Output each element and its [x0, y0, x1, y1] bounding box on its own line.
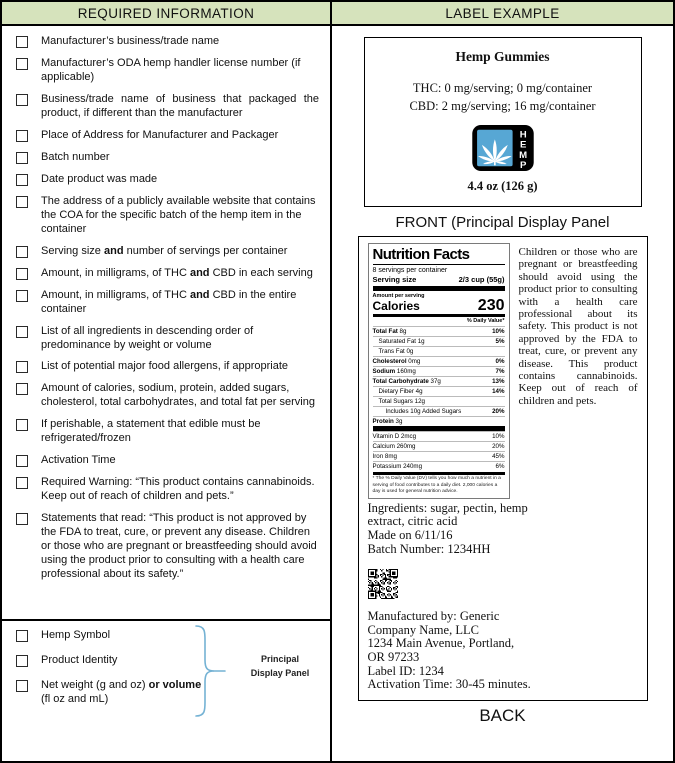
required-information-column [2, 26, 332, 761]
daily-value-footnote: * The % Daily Value (DV) tells you how much a nutrient in a serving of food contributes to a daily diet. 2,000 calories a day is used for general nutrition advice. [373, 472, 505, 495]
nutrition-row: Trans Fat 0g [373, 346, 505, 356]
checkbox[interactable] [16, 36, 28, 48]
pdp-label-line: Display Panel [250, 668, 310, 679]
checkbox[interactable] [16, 383, 28, 395]
checkbox[interactable] [16, 361, 28, 373]
vitamin-row: Vitamin D 2mcg 10% [372, 432, 505, 440]
brace-icon [194, 623, 228, 721]
ingredients-text [368, 502, 638, 556]
checkbox[interactable] [16, 58, 28, 70]
svg-text:E: E [519, 139, 526, 151]
daily-value-header: % Daily Value* [373, 314, 505, 326]
checklist-item-label: Net weight (g and oz) or volume (fl oz and mL) [41, 678, 202, 705]
serving-size-row [373, 274, 505, 286]
checklist-item [15, 360, 319, 374]
checklist-item-label: Statements that read: “This product is not approved by the FDA to treat, cure, or prevent any disease. Children or those who are pregnant or breastfeeding should avoid using the product prior to consulting with a health care professional about its safety.” [41, 512, 317, 581]
text-line: Made on 6/11/16 [367, 527, 453, 542]
vitamin-row: Iron 8mg 45% [372, 452, 505, 460]
text-line: Activation Time: 30-45 minutes. [367, 677, 531, 692]
product-title: Hemp Gummies [455, 49, 550, 64]
svg-text:H: H [519, 129, 527, 141]
table-body [2, 26, 673, 761]
back-label-box [358, 236, 648, 701]
text-line: Ingredients: sugar, pectin, hemp [367, 500, 528, 515]
checklist-item [15, 151, 319, 165]
front-caption: FRONT (Principal Display Panel [395, 214, 610, 231]
checklist-item [15, 679, 319, 707]
checklist-item [15, 629, 319, 643]
checklist-item [15, 325, 319, 353]
servings-per-container: 8 servings per container [372, 266, 448, 274]
checklist-item-label: Date product was made [41, 172, 158, 185]
nutrition-row: Dietary Fiber 4g 14% [373, 386, 505, 396]
thc-content-line: THC: 0 mg/serving; 0 mg/container [412, 81, 593, 95]
checklist-item-label: Required Warning: “This product contains cannabinoids. Keep out of reach of children and pets.” [41, 476, 315, 503]
principal-display-panel-cell [2, 621, 330, 761]
checklist-item [15, 35, 319, 49]
text-line: 1234 Main Avenue, Portland, [367, 636, 515, 651]
checklist-item [15, 267, 319, 281]
nutrition-row: Total Sugars 12g [373, 396, 505, 406]
checkbox[interactable] [16, 630, 28, 642]
principal-display-panel-label [232, 652, 328, 681]
back-caption: BACK [479, 705, 526, 725]
checklist-item-label: The address of a publicly available website that contains the COA for the specific batch of the hemp item in the container [41, 194, 316, 235]
checkbox[interactable] [16, 268, 28, 280]
checkbox[interactable] [16, 174, 28, 186]
checkbox[interactable] [16, 152, 28, 164]
label-example-column [332, 26, 673, 761]
serving-size-label: Serving size [372, 274, 417, 284]
manufacturer-text [368, 610, 638, 692]
hemp-symbol-icon [471, 124, 535, 172]
text-line: Company Name, LLC [367, 622, 479, 637]
checklist-item-label: List of potential major food allergens, if appropriate [41, 360, 289, 373]
checkbox[interactable] [16, 246, 28, 258]
svg-text:M: M [518, 149, 527, 161]
checklist-item-label: Activation Time [41, 454, 116, 467]
text-line: extract, citric acid [367, 514, 458, 529]
column-header-required-information: REQUIRED INFORMATION [2, 2, 332, 26]
checklist-item-label: List of all ingredients in descending order of predominance by weight or volume [41, 324, 254, 351]
nutrition-row: Cholesterol 0mg 0% [372, 357, 505, 365]
pdp-label-line: Principal [260, 654, 299, 664]
nutrition-row: Sodium 160mg 7% [372, 367, 505, 375]
checkbox[interactable] [16, 680, 28, 692]
checkbox[interactable] [16, 477, 28, 489]
checklist-item [15, 195, 319, 237]
checklist-item [15, 93, 319, 121]
nutrient-rows [373, 326, 505, 426]
checkbox[interactable] [16, 455, 28, 467]
checkbox[interactable] [16, 130, 28, 142]
amount-per-serving-label: Amount per serving [372, 292, 425, 299]
nutrition-row: Includes 10g Added Sugars 20% [373, 406, 505, 416]
text-line: Batch Number: 1234HH [367, 541, 491, 556]
svg-text:P: P [519, 159, 526, 171]
nutrition-facts-panel [368, 243, 510, 499]
checklist-item-label: If perishable, a statement that edible must be refrigerated/frozen [41, 418, 261, 445]
checkbox[interactable] [16, 94, 28, 106]
text-line: OR 97233 [367, 649, 420, 664]
nutrition-facts-title: Nutrition Facts [373, 246, 505, 265]
vitamin-row: Potassium 240mg 6% [372, 462, 505, 470]
checklist-item-label: Batch number [41, 150, 110, 163]
calories-label: Calories [372, 298, 420, 313]
checkbox[interactable] [16, 326, 28, 338]
checklist-item-label: Amount, in milligrams, of THC and CBD in the entire container [41, 288, 297, 315]
text-line: Manufactured by: Generic [367, 609, 500, 624]
checklist-item-label: Serving size and number of servings per container [41, 244, 288, 257]
checklist-item-label: Hemp Symbol [41, 629, 111, 641]
calories-row [372, 296, 505, 314]
qr-code-icon [368, 569, 398, 599]
nutrition-row: Total Fat 8g 10% [372, 327, 505, 335]
nutrition-row: Total Carbohydrate 37g 13% [372, 377, 505, 385]
checklist-item-label: Business/trade name of business that packaged the product, if different than the manufacturer [41, 92, 319, 119]
checklist-item-label: Place of Address for Manufacturer and Packager [41, 128, 279, 141]
checklist-item [15, 512, 319, 582]
checklist-item [15, 476, 319, 504]
checklist-item-label: Manufacturer’s ODA hemp handler license number (if applicable) [41, 56, 301, 83]
table-header-row [2, 2, 673, 26]
checklist-item [15, 418, 319, 446]
checklist-item-label: Product Identity [41, 653, 118, 666]
cbd-content-line: CBD: 2 mg/serving; 16 mg/container [409, 98, 596, 113]
checkbox[interactable] [16, 513, 28, 525]
nutrition-row: Saturated Fat 1g 5% [373, 336, 505, 346]
checkbox[interactable] [16, 196, 28, 208]
checklist-item [15, 289, 319, 317]
warning-text: Children or those who are pregnant or breastfeeding should avoid using the product prior to consulting with a health care professional about its safety. This product is not approved by the FDA to treat, cure, or prevent any disease. This product contains cannabinoids. Keep out of reach of children and pets. [518, 246, 638, 407]
checklist [2, 26, 330, 621]
checklist-item-label: Amount of calories, sodium, protein, added sugars, cholesterol, total carbohydrates, and total fat per serving [41, 382, 315, 409]
checkbox[interactable] [16, 290, 28, 302]
column-header-label-example: LABEL EXAMPLE [332, 2, 673, 26]
checklist-item-label: Amount, in milligrams, of THC and CBD in each serving [41, 266, 313, 279]
text-line: Label ID: 1234 [367, 663, 444, 678]
vitamin-rows [373, 431, 505, 471]
net-weight-text: 4.4 oz (126 g) [467, 179, 538, 193]
calories-value: 230 [477, 296, 505, 314]
checklist-item [15, 57, 319, 85]
checklist-item [15, 129, 319, 143]
checklist-item [15, 173, 319, 187]
checkbox[interactable] [16, 655, 28, 667]
nutrition-row: Protein 3g [373, 416, 505, 426]
checklist-item-label: Manufacturer’s business/trade name [41, 35, 220, 47]
checkbox[interactable] [16, 419, 28, 431]
serving-size-value: 2/3 cup (55g) [458, 274, 505, 284]
front-label-box [364, 37, 642, 207]
checklist-item [15, 454, 319, 468]
checklist-item [15, 245, 319, 259]
checklist-item [15, 382, 319, 410]
vitamin-row: Calcium 260mg 20% [372, 442, 505, 450]
